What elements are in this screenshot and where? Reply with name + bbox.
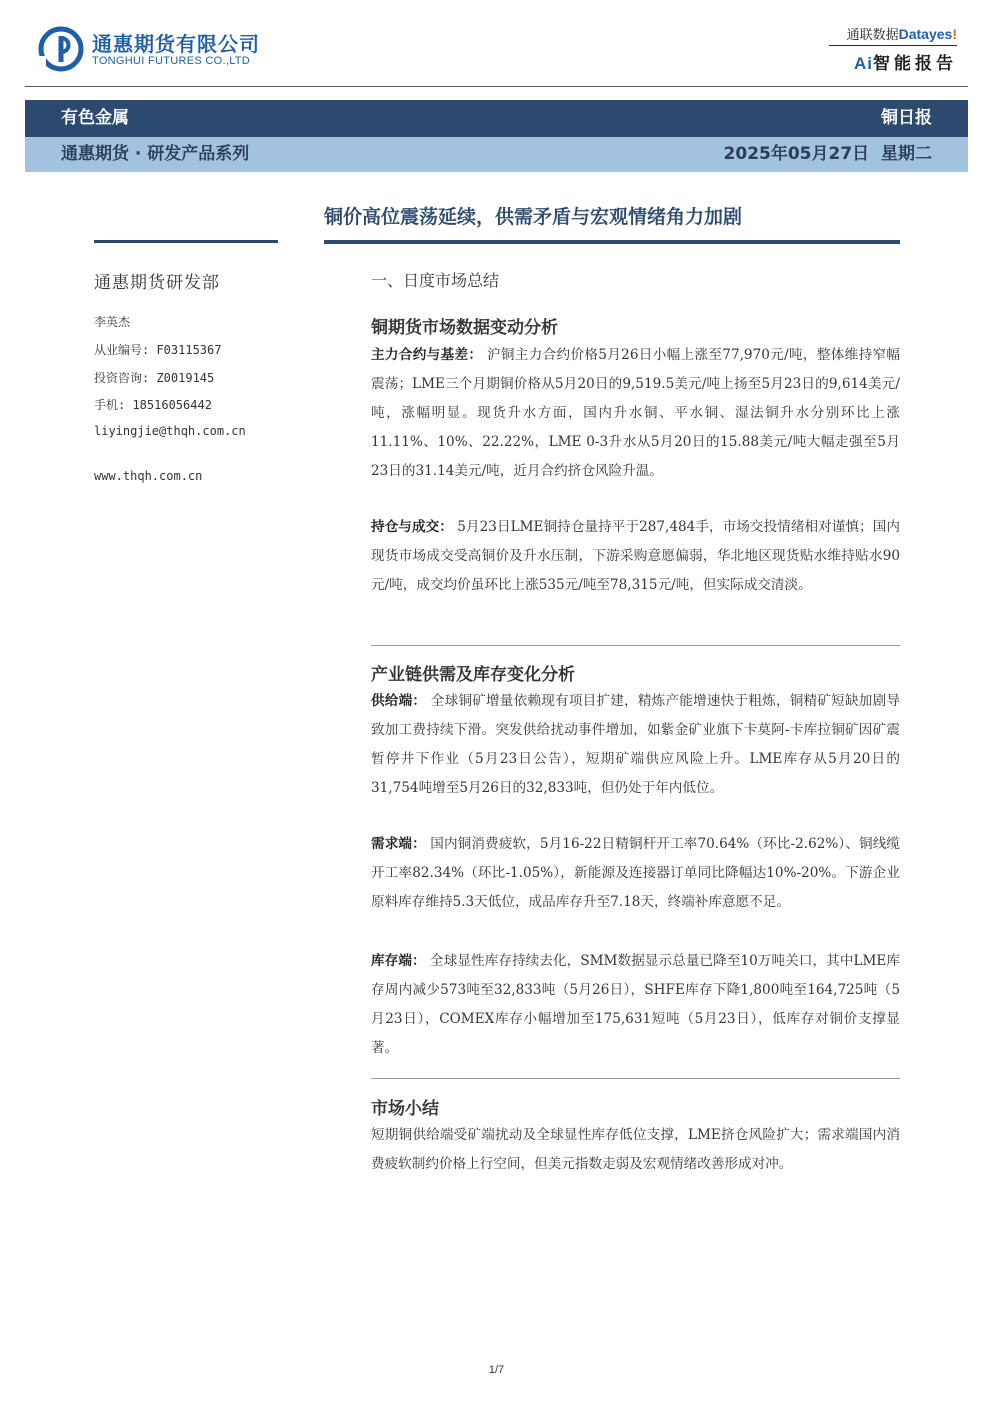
paragraph-inventory [371,947,900,1063]
series-bar [25,137,968,172]
sector-bar [25,100,968,137]
paragraph-position-volume [371,513,900,600]
report-label: 智能报告 [873,54,957,74]
ai-label: Ai [854,54,873,73]
research-dept: 通惠期货研发部 [94,273,220,293]
analyst-name: 李英杰 [94,315,131,329]
paragraph-summary: 短期铜供给端受矿端扰动及全球显性库存低位支撑，LME挤仓风险扩大；需求端国内消费疲软制约价格上行空间，但美元指数走弱及宏观情绪改善形成对冲。 [371,1127,900,1172]
label-supply: 供给端： [371,693,427,709]
ai-report-label [854,49,957,74]
datayes-prefix: 通联数据 [846,28,899,43]
report-date: 2025年05月27日 星期二 [723,144,932,164]
license-number: 从业编号: F03115367 [94,343,222,357]
text-supply: 全球铜矿增量依赖现有项目扩建，精炼产能增速快于粗炼，铜精矿短缺加剧导致加工费持续下滑。突发供给扰动事件增加，如紫金矿业旗下卡莫阿-卡库拉铜矿因矿震暂停井下作业（5月23日公告），短期矿端供应风险上升。LME库存从5月20日的31,754吨增至5月26日的32,833吨，但仍处于年内低位。 [371,693,900,796]
report-type-label: 铜日报 [881,108,932,128]
section-divider [371,645,900,646]
title-rule [324,240,900,244]
subheading-supply-demand: 产业链供需及库存变化分析 [371,665,575,685]
header-rule [25,86,968,87]
series-label: 通惠期货 · 研发产品系列 [61,144,250,164]
email-link[interactable]: liyingjie@thqh.com.cn [94,424,246,438]
label-contract-basis: 主力合约与基差： [371,347,483,363]
section-heading-1: 一、日度市场总结 [371,271,500,290]
datayes-brand: Datayes [898,26,953,42]
paragraph-contract-basis [371,341,900,486]
text-contract-basis: 沪铜主力合约价格5月26日小幅上涨至77,970元/吨，整体维持窄幅震荡；LME三个月期铜价格从5月20日的9,519.5美元/吨上扬至5月23日的9,614美元/吨，涨幅明显。现货升水方面，国内升水铜、平水铜、湿法铜升水分别环比上涨11.11%、10%、22.22%，LME 0-3升水从5月20日的15.88美元/吨大幅走强至5月23日的31.14美元/吨，近月合约挤仓风险升温。 [371,347,900,479]
website-link[interactable]: www.thqh.com.cn [94,469,203,483]
section-divider [371,1078,900,1079]
text-inventory: 全球显性库存持续去化，SMM数据显示总量已降至10万吨关口，其中LME库存周内减少573吨至32,833吨（5月26日），SHFE库存下降1,800吨至164,725吨（5月23日），COMEX库存小幅增加至175,631短吨（5月23日），低库存对铜价支撑显著。 [371,953,901,1056]
label-position-volume: 持仓与成交： [371,519,453,535]
datayes-exclaim: ! [952,26,957,42]
report-title: 铜价高位震荡延续，供需矛盾与宏观情绪角力加剧 [324,206,743,228]
datayes-logo [847,24,957,43]
phone-number: 手机: 18516056442 [94,398,212,412]
text-position-volume: 5月23日LME铜持仓量持平于287,484手，市场交投情绪相对谨慎；国内现货市场成交受高铜价及升水压制，下游采购意愿偏弱，华北地区现货贴水维持贴水90元/吨，成交均价虽环比上涨535元/吨至78,315元/吨，但实际成交清淡。 [371,519,900,593]
text-demand: 国内铜消费疲软，5月16-22日精铜杆开工率70.64%（环比-2.62%）、铜线缆开工率82.34%（环比-1.05%），新能源及连接器订单同比降幅达10%-20%。下游企业原料库存维持5.3天低位，成品库存升至7.18天，终端补库意愿不足。 [371,836,901,910]
company-name-cn: 通惠期货有限公司 [92,32,260,56]
consult-number: 投资咨询: Z0019145 [94,371,215,385]
tonghui-logo-icon [38,26,84,72]
subheading-summary: 市场小结 [371,1099,439,1119]
label-inventory: 库存端： [371,953,426,969]
subheading-futures-data: 铜期货市场数据变动分析 [371,318,558,338]
company-name-en: TONGHUI FUTURES CO.,LTD [92,55,251,67]
page-number: 1/7 [488,1364,505,1376]
sector-label: 有色金属 [61,108,129,128]
paragraph-demand [371,830,900,917]
paragraph-supply [371,687,900,803]
label-demand: 需求端： [371,836,426,852]
datayes-divider [829,45,957,46]
sidebar-rule [94,240,278,243]
